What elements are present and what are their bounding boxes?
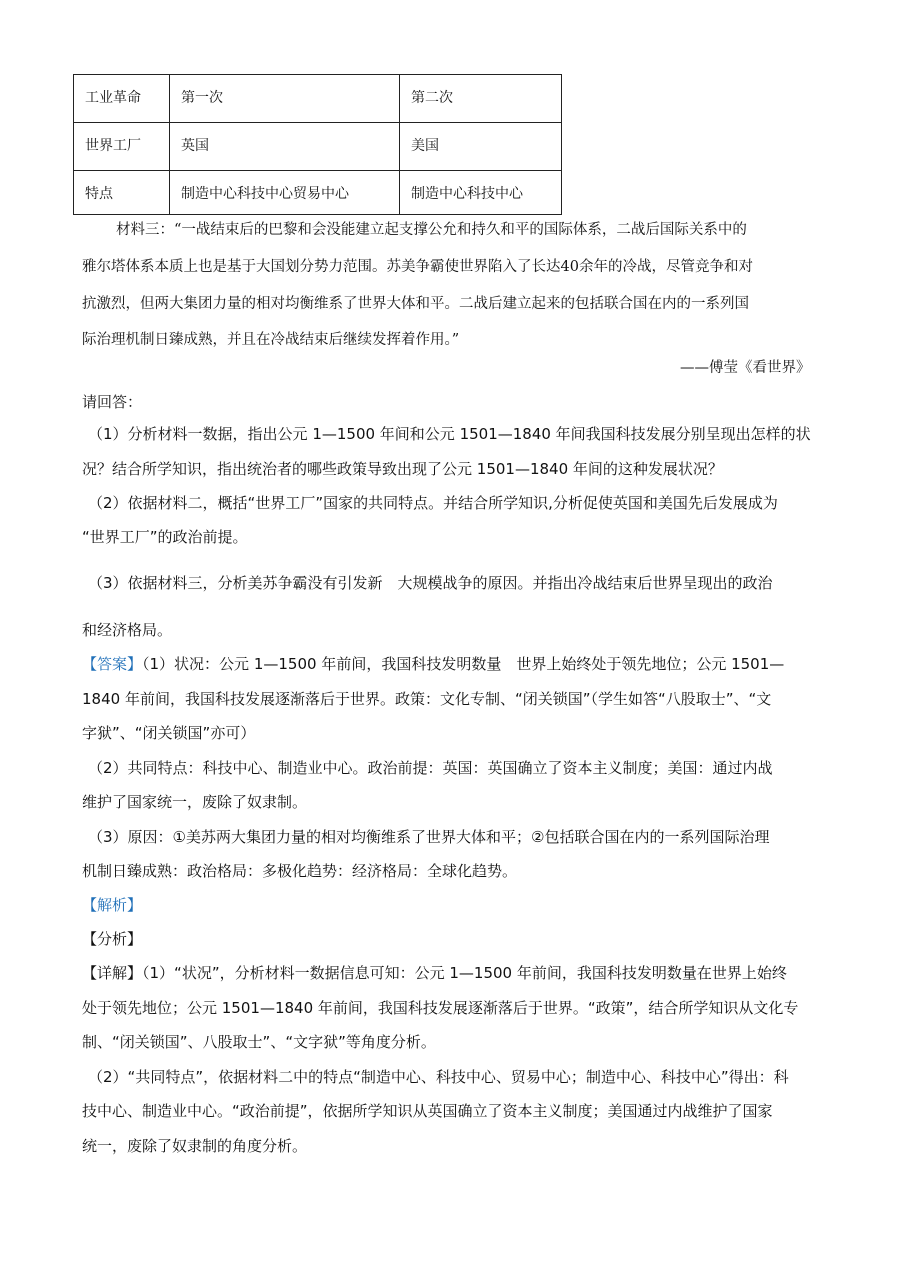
question-1-line: 况？结合所学知识，指出统治者的哪些政策导致出现了公元 1501—1840 年间的这种发展状况？ [82, 460, 723, 478]
material3-source: ——傅莹《看世界》 [680, 360, 811, 376]
question-1-line: （1）分析材料一数据，指出公元 1—1500 年间和公元 1501—1840 年间我国科技发展分别呈现出怎样的状 [88, 425, 811, 443]
answer-line: 1840 年前间，我国科技发展逐渐落后于世界。政策：文化专制、“闭关锁国”（学生如答“八股取士”、“文 [82, 690, 772, 708]
table-row [74, 123, 562, 171]
table-cell: 制造中心科技中心贸易中心 [170, 171, 400, 215]
answer-line: （3）原因：①美苏两大集团力量的相对均衡维系了世界大体和平；②包括联合国在内的一系列国际治理 [88, 828, 770, 846]
material3-line: 际治理机制日臻成熟，并且在冷战结束后继续发挥着作用。” [82, 332, 460, 348]
material3-line: 雅尔塔体系本质上也是基于大国划分势力范围。苏美争霸使世界陷入了长达40余年的冷战，尽管竞争和对 [82, 259, 753, 275]
detail-tag: 【详解】 [82, 964, 143, 982]
analysis-line: 处于领先地位；公元 1501—1840 年前间，我国科技发展逐渐落后于世界。“政策”，结合所学知识从文化专 [82, 999, 799, 1017]
answer-tag: 【答案】 [82, 655, 143, 673]
table-row [74, 75, 562, 123]
answer-text: （1）状况：公元 1—1500 年前间，我国科技发明数量 世界上始终处于领先地位；公元 1501— [142, 655, 785, 673]
material3-line: 材料三：“一战结束后的巴黎和会没能建立起支撑公允和持久和平的国际体系，二战后国际关系中的 [116, 222, 747, 238]
analysis-line [82, 963, 787, 983]
analysis-line: 制、“闭关锁国”、八股取士”、“文字狱”等角度分析。 [82, 1033, 436, 1051]
table-cell: 制造中心科技中心 [400, 171, 562, 215]
table-cell: 特点 [74, 171, 170, 215]
answer-line: （2）共同特点：科技中心、制造业中心。政治前提：英国：英国确立了资本主义制度；美国：通过内战 [88, 759, 773, 777]
table-cell: 第二次 [400, 75, 562, 123]
analysis-line: 技中心、制造业中心。“政治前提”，依据所学知识从英国确立了资本主义制度；美国通过内战维护了国家 [82, 1102, 773, 1120]
table-cell: 世界工厂 [74, 123, 170, 171]
question-2-line: （2）依据材料二，概括“世界工厂”国家的共同特点。并结合所学知识,分析促使英国和美国先后发展成为 [88, 494, 778, 512]
analysis-sub-tag: 【分析】 [82, 930, 143, 948]
question-3-line: 和经济格局。 [82, 621, 173, 639]
analysis-text: （1）“状况”，分析材料一数据信息可知：公元 1—1500 年前间，我国科技发明数量在世界上始终 [142, 964, 787, 982]
table-cell: 第一次 [170, 75, 400, 123]
question-3-line: （3）依据材料三，分析美苏争霸没有引发新 大规模战争的原因。并指出冷战结束后世界呈现出的政治 [88, 574, 773, 592]
analysis-tag: 【解析】 [82, 896, 143, 914]
industrial-revolution-table [73, 74, 562, 215]
analysis-line: 统一，废除了奴隶制的角度分析。 [82, 1137, 308, 1155]
answer-line [82, 654, 784, 674]
table-row [74, 171, 562, 215]
answer-line: 维护了国家统一，废除了奴隶制。 [82, 793, 308, 811]
analysis-line: （2）“共同特点”，依据材料二中的特点“制造中心、科技中心、贸易中心；制造中心、科技中心”得出：科 [88, 1068, 789, 1086]
table-cell: 美国 [400, 123, 562, 171]
table-cell: 工业革命 [74, 75, 170, 123]
question-2-line: “世界工厂”的政治前提。 [82, 528, 248, 546]
table-cell: 英国 [170, 123, 400, 171]
question-prompt: 请回答： [82, 393, 143, 411]
material3-line: 抗激烈，但两大集团力量的相对均衡维系了世界大体和平。二战后建立起来的包括联合国在内的一系列国 [82, 296, 749, 312]
answer-line: 字狱”、“闭关锁国”亦可） [82, 724, 256, 742]
answer-line: 机制日臻成熟：政治格局：多极化趋势：经济格局：全球化趋势。 [82, 862, 518, 880]
